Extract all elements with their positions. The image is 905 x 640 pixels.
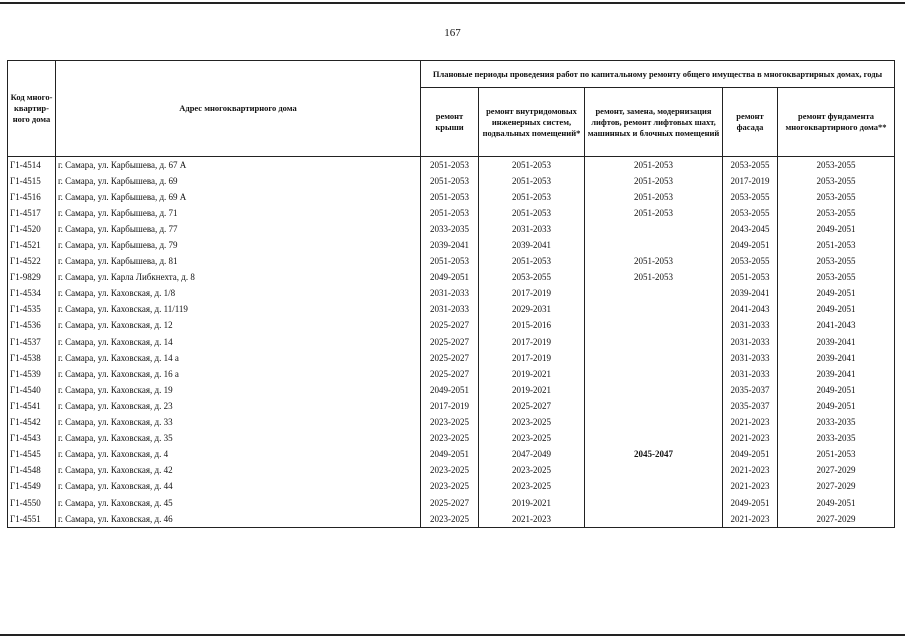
- cell-code: Г1-4516: [8, 189, 56, 205]
- cell-code: Г1-4536: [8, 318, 56, 334]
- cell-address: г. Самара, ул. Каховская, д. 33: [56, 415, 421, 431]
- table-row: [8, 479, 895, 495]
- cell-elevators: 2051-2053: [585, 157, 723, 174]
- cell-address: г. Самара, ул. Каховская, д. 19: [56, 382, 421, 398]
- cell-foundation: 2051-2053: [778, 447, 895, 463]
- cell-facade: 2051-2053: [723, 270, 778, 286]
- cell-code: Г1-4548: [8, 463, 56, 479]
- table-row: [8, 221, 895, 237]
- table-row: [8, 157, 895, 174]
- cell-facade: 2017-2019: [723, 173, 778, 189]
- cell-engineering: 2051-2053: [479, 205, 585, 221]
- cell-elevators: [585, 398, 723, 414]
- table-row: [8, 511, 895, 528]
- cell-elevators: [585, 431, 723, 447]
- cell-code: Г1-4551: [8, 511, 56, 528]
- cell-roof: 2033-2035: [421, 221, 479, 237]
- cell-address: г. Самара, ул. Карбышева, д. 71: [56, 205, 421, 221]
- cell-code: Г1-4538: [8, 350, 56, 366]
- cell-code: Г1-4543: [8, 431, 56, 447]
- cell-roof: 2025-2027: [421, 495, 479, 511]
- cell-foundation: 2053-2055: [778, 157, 895, 174]
- cell-engineering: 2019-2021: [479, 495, 585, 511]
- cell-code: Г1-4522: [8, 254, 56, 270]
- table-body: [8, 157, 895, 528]
- header-periods-group: Плановые периоды проведения работ по капитальному ремонту общего имущества в многоквартирных домах, годы: [421, 61, 895, 88]
- cell-elevators: [585, 415, 723, 431]
- cell-engineering: 2051-2053: [479, 173, 585, 189]
- header-roof: ремонт крыши: [421, 88, 479, 157]
- table-row: [8, 366, 895, 382]
- table-row: [8, 495, 895, 511]
- cell-elevators: 2051-2053: [585, 189, 723, 205]
- cell-code: Г1-4541: [8, 398, 56, 414]
- table-row: [8, 270, 895, 286]
- table-row: [8, 398, 895, 414]
- cell-engineering: 2023-2025: [479, 415, 585, 431]
- cell-engineering: 2021-2023: [479, 511, 585, 528]
- cell-elevators: [585, 318, 723, 334]
- cell-code: Г1-4517: [8, 205, 56, 221]
- cell-foundation: 2039-2041: [778, 350, 895, 366]
- cell-engineering: 2017-2019: [479, 334, 585, 350]
- cell-code: Г1-9829: [8, 270, 56, 286]
- cell-foundation: 2039-2041: [778, 366, 895, 382]
- header-elevators: ремонт, замена, модернизация лифтов, ремонт лифтовых шахт, машинных и блочных помещений: [585, 88, 723, 157]
- cell-code: Г1-4520: [8, 221, 56, 237]
- capital-repair-table: [7, 60, 895, 528]
- cell-address: г. Самара, ул. Каховская, д. 44: [56, 479, 421, 495]
- cell-engineering: 2047-2049: [479, 447, 585, 463]
- table-row: [8, 205, 895, 221]
- cell-address: г. Самара, ул. Каховская, д. 14 а: [56, 350, 421, 366]
- cell-address: г. Самара, ул. Каховская, д. 45: [56, 495, 421, 511]
- cell-elevators: [585, 382, 723, 398]
- cell-foundation: 2049-2051: [778, 286, 895, 302]
- cell-address: г. Самара, ул. Каховская, д. 12: [56, 318, 421, 334]
- cell-roof: 2039-2041: [421, 237, 479, 253]
- cell-roof: 2025-2027: [421, 334, 479, 350]
- cell-code: Г1-4540: [8, 382, 56, 398]
- bottom-rule: [0, 634, 905, 636]
- cell-roof: 2023-2025: [421, 463, 479, 479]
- cell-foundation: 2051-2053: [778, 237, 895, 253]
- cell-engineering: 2019-2021: [479, 366, 585, 382]
- cell-roof: 2051-2053: [421, 189, 479, 205]
- cell-roof: 2025-2027: [421, 318, 479, 334]
- cell-roof: 2051-2053: [421, 157, 479, 174]
- cell-roof: 2031-2033: [421, 286, 479, 302]
- cell-elevators: [585, 463, 723, 479]
- cell-facade: 2031-2033: [723, 334, 778, 350]
- table-row: [8, 237, 895, 253]
- cell-elevators: [585, 511, 723, 528]
- cell-foundation: 2049-2051: [778, 382, 895, 398]
- cell-address: г. Самара, ул. Карбышева, д. 67 А: [56, 157, 421, 174]
- cell-facade: 2053-2055: [723, 254, 778, 270]
- cell-elevators: [585, 237, 723, 253]
- table-row: [8, 415, 895, 431]
- table-row: [8, 254, 895, 270]
- cell-address: г. Самара, ул. Каховская, д. 23: [56, 398, 421, 414]
- cell-facade: 2053-2055: [723, 157, 778, 174]
- cell-elevators: [585, 286, 723, 302]
- cell-roof: 2049-2051: [421, 382, 479, 398]
- cell-elevators: [585, 334, 723, 350]
- cell-elevators: 2051-2053: [585, 173, 723, 189]
- cell-engineering: 2017-2019: [479, 350, 585, 366]
- cell-roof: 2023-2025: [421, 431, 479, 447]
- cell-foundation: 2053-2055: [778, 254, 895, 270]
- cell-roof: 2025-2027: [421, 366, 479, 382]
- cell-facade: 2021-2023: [723, 415, 778, 431]
- cell-elevators: 2051-2053: [585, 270, 723, 286]
- cell-code: Г1-4545: [8, 447, 56, 463]
- cell-foundation: 2049-2051: [778, 221, 895, 237]
- cell-roof: 2025-2027: [421, 350, 479, 366]
- cell-address: г. Самара, ул. Каховская, д. 14: [56, 334, 421, 350]
- cell-elevators: [585, 302, 723, 318]
- cell-address: г. Самара, ул. Каховская, д. 35: [56, 431, 421, 447]
- cell-roof: 2049-2051: [421, 270, 479, 286]
- cell-facade: 2031-2033: [723, 318, 778, 334]
- table-row: [8, 286, 895, 302]
- cell-code: Г1-4550: [8, 495, 56, 511]
- cell-engineering: 2023-2025: [479, 479, 585, 495]
- cell-address: г. Самара, ул. Каховская, д. 4: [56, 447, 421, 463]
- cell-engineering: 2053-2055: [479, 270, 585, 286]
- cell-engineering: 2039-2041: [479, 237, 585, 253]
- cell-elevators: [585, 495, 723, 511]
- cell-engineering: 2051-2053: [479, 189, 585, 205]
- cell-code: Г1-4521: [8, 237, 56, 253]
- cell-facade: 2049-2051: [723, 237, 778, 253]
- cell-address: г. Самара, ул. Карбышева, д. 81: [56, 254, 421, 270]
- cell-engineering: 2051-2053: [479, 157, 585, 174]
- cell-foundation: 2049-2051: [778, 495, 895, 511]
- cell-code: Г1-4535: [8, 302, 56, 318]
- cell-elevators: [585, 366, 723, 382]
- cell-address: г. Самара, ул. Каховская, д. 11/119: [56, 302, 421, 318]
- cell-address: г. Самара, ул. Карбышева, д. 79: [56, 237, 421, 253]
- top-rule: [0, 2, 905, 4]
- table-row: [8, 431, 895, 447]
- cell-facade: 2039-2041: [723, 286, 778, 302]
- cell-engineering: 2019-2021: [479, 382, 585, 398]
- cell-elevators: [585, 221, 723, 237]
- cell-foundation: 2053-2055: [778, 270, 895, 286]
- cell-address: г. Самара, ул. Каховская, д. 16 а: [56, 366, 421, 382]
- cell-code: Г1-4537: [8, 334, 56, 350]
- table-row: [8, 447, 895, 463]
- cell-code: Г1-4534: [8, 286, 56, 302]
- cell-foundation: 2049-2051: [778, 302, 895, 318]
- cell-roof: 2049-2051: [421, 447, 479, 463]
- cell-foundation: 2027-2029: [778, 463, 895, 479]
- cell-code: Г1-4539: [8, 366, 56, 382]
- header-code: Код много-квартир-ного дома: [8, 61, 56, 157]
- cell-roof: 2023-2025: [421, 479, 479, 495]
- cell-engineering: 2023-2025: [479, 463, 585, 479]
- cell-foundation: 2049-2051: [778, 398, 895, 414]
- cell-foundation: 2027-2029: [778, 479, 895, 495]
- cell-address: г. Самара, ул. Карбышева, д. 69: [56, 173, 421, 189]
- cell-elevators: [585, 479, 723, 495]
- cell-address: г. Самара, ул. Карбышева, д. 69 А: [56, 189, 421, 205]
- cell-elevators: 2051-2053: [585, 254, 723, 270]
- cell-engineering: 2025-2027: [479, 398, 585, 414]
- cell-facade: 2049-2051: [723, 495, 778, 511]
- cell-roof: 2031-2033: [421, 302, 479, 318]
- table-row: [8, 302, 895, 318]
- header-engineering: ремонт внутридомовых инженерных систем, подвальных помещений*: [479, 88, 585, 157]
- cell-engineering: 2031-2033: [479, 221, 585, 237]
- cell-address: г. Самара, ул. Каховская, д. 46: [56, 511, 421, 528]
- page-number: 167: [444, 27, 461, 39]
- header-address: Адрес многоквартирного дома: [56, 61, 421, 157]
- cell-elevators: 2051-2053: [585, 205, 723, 221]
- cell-address: г. Самара, ул. Каховская, д. 42: [56, 463, 421, 479]
- cell-facade: 2021-2023: [723, 511, 778, 528]
- cell-code: Г1-4515: [8, 173, 56, 189]
- cell-engineering: 2029-2031: [479, 302, 585, 318]
- cell-engineering: 2015-2016: [479, 318, 585, 334]
- cell-address: г. Самара, ул. Карла Либкнехта, д. 8: [56, 270, 421, 286]
- cell-roof: 2051-2053: [421, 254, 479, 270]
- cell-facade: 2053-2055: [723, 205, 778, 221]
- cell-foundation: 2033-2035: [778, 431, 895, 447]
- cell-facade: 2031-2033: [723, 366, 778, 382]
- cell-address: г. Самара, ул. Карбышева, д. 77: [56, 221, 421, 237]
- cell-engineering: 2023-2025: [479, 431, 585, 447]
- cell-foundation: 2053-2055: [778, 205, 895, 221]
- cell-facade: 2049-2051: [723, 447, 778, 463]
- cell-foundation: 2039-2041: [778, 334, 895, 350]
- cell-roof: 2051-2053: [421, 173, 479, 189]
- table-row: [8, 173, 895, 189]
- cell-facade: 2021-2023: [723, 431, 778, 447]
- cell-roof: 2023-2025: [421, 511, 479, 528]
- cell-facade: 2021-2023: [723, 463, 778, 479]
- cell-address: г. Самара, ул. Каховская, д. 1/8: [56, 286, 421, 302]
- cell-roof: 2051-2053: [421, 205, 479, 221]
- cell-facade: 2043-2045: [723, 221, 778, 237]
- cell-elevators: [585, 350, 723, 366]
- table-row: [8, 334, 895, 350]
- cell-engineering: 2017-2019: [479, 286, 585, 302]
- cell-elevators: 2045-2047: [585, 447, 723, 463]
- table-row: [8, 382, 895, 398]
- header-foundation: ремонт фундамента многоквартирного дома**: [778, 88, 895, 157]
- table-row: [8, 318, 895, 334]
- table-row: [8, 189, 895, 205]
- cell-code: Г1-4514: [8, 157, 56, 174]
- table-row: [8, 350, 895, 366]
- cell-facade: 2035-2037: [723, 398, 778, 414]
- table-row: [8, 463, 895, 479]
- cell-foundation: 2041-2043: [778, 318, 895, 334]
- cell-facade: 2031-2033: [723, 350, 778, 366]
- cell-facade: 2035-2037: [723, 382, 778, 398]
- cell-code: Г1-4542: [8, 415, 56, 431]
- cell-code: Г1-4549: [8, 479, 56, 495]
- cell-facade: 2053-2055: [723, 189, 778, 205]
- cell-engineering: 2051-2053: [479, 254, 585, 270]
- cell-foundation: 2053-2055: [778, 173, 895, 189]
- cell-facade: 2021-2023: [723, 479, 778, 495]
- cell-foundation: 2027-2029: [778, 511, 895, 528]
- cell-roof: 2017-2019: [421, 398, 479, 414]
- cell-facade: 2041-2043: [723, 302, 778, 318]
- cell-foundation: 2033-2035: [778, 415, 895, 431]
- cell-foundation: 2053-2055: [778, 189, 895, 205]
- header-facade: ремонт фасада: [723, 88, 778, 157]
- cell-roof: 2023-2025: [421, 415, 479, 431]
